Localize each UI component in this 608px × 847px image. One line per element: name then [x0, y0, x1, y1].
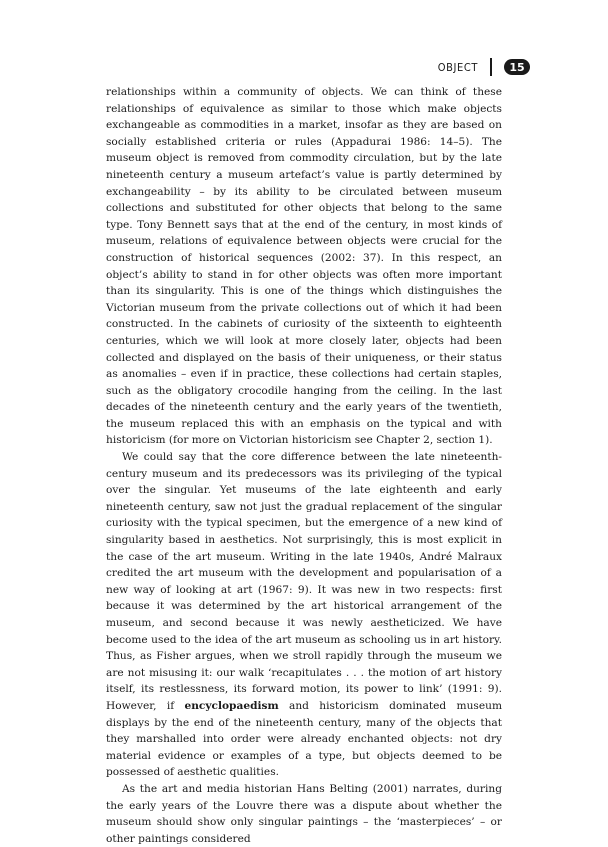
keyword-encyclopaedism: encyclopaedism	[184, 699, 279, 712]
paragraph-2-part-1: We could say that the core difference between the late nineteenth-century museum and its predecessors was its privileging of the typical over the singular. Yet museums of the late eighteenth and early nineteenth century, saw not just the gradual replacement of the singular curiosity with the typical specimen, but the emergence of a new kind of singularity based in aesthetics. Not surprisingly, this is most explicit in the case of the art museum. Writing in the late 1940s, André Malraux credited the art museum with the development and popularisation of a new way of looking at art (1967: 9). It was new in two respects: first because it was determined by the art historical arrangement of the museum, and second because it was newly aestheticized. We have become used to the idea of the art museum as schooling us in art history. Thus, as Fisher argues, when we stroll rapidly through the museum we are not misusing it: our walk ‘recapitulates . . . the motion of art history itself, its restlessness, its forward motion, its power to link’ (1991: 9). However, if	[106, 451, 502, 712]
paragraph-2	[106, 449, 502, 781]
paragraph-1: relationships within a community of objects. We can think of these relationships of equivalence as similar to those which make objects exchangeable as commodities in a market, insofar as they are based on socially established criteria or rules (Appadurai 1986: 14–5). The museum object is removed from commodity circulation, but by the late nineteenth century a museum artefact’s value is partly determined by exchangeability – by its ability to be circulated between museum collections and substituted for other objects that belong to the same type. Tony Bennett says that at the end of the century, in most kinds of museum, relations of equivalence between objects were crucial for the construction of historical sequences (2002: 37). In this respect, an object’s ability to stand in for other objects was often more important than its singularity. This is one of the things which distinguishes the Victorian museum from the private collections out of which it had been constructed. In the cabinets of curiosity of the sixteenth to eighteenth centuries, which we will look at more closely later, objects had been collected and displayed on the basis of their uniqueness, or their status as anomalies – even if in practice, these collections had certain staples, such as the obligatory crocodile hanging from the ceiling. In the last decades of the nineteenth century and the early years of the twentieth, the museum replaced this with an emphasis on the typical and with historicism (for more on Victorian historicism see Chapter 2, section 1).	[106, 86, 502, 447]
page-number: 15	[504, 59, 530, 75]
section-title: OBJECT	[437, 60, 478, 74]
running-header	[438, 58, 530, 76]
paragraph-3: As the art and media historian Hans Belting (2001) narrates, during the early years of the Louvre there was a dispute about whether the museum should show only singular paintings – the ‘masterpieces’ – or other paintings considered	[106, 782, 502, 845]
body-text	[106, 84, 502, 847]
paragraph-2-part-2: and historicism dominated museum displays by the end of the nineteenth century, many of the objects that they marshalled into order were already enchanted objects: not dry material evidence or examples of a type, but objects deemed to be possessed of aesthetic qualities.	[106, 699, 502, 779]
header-divider	[490, 58, 492, 76]
